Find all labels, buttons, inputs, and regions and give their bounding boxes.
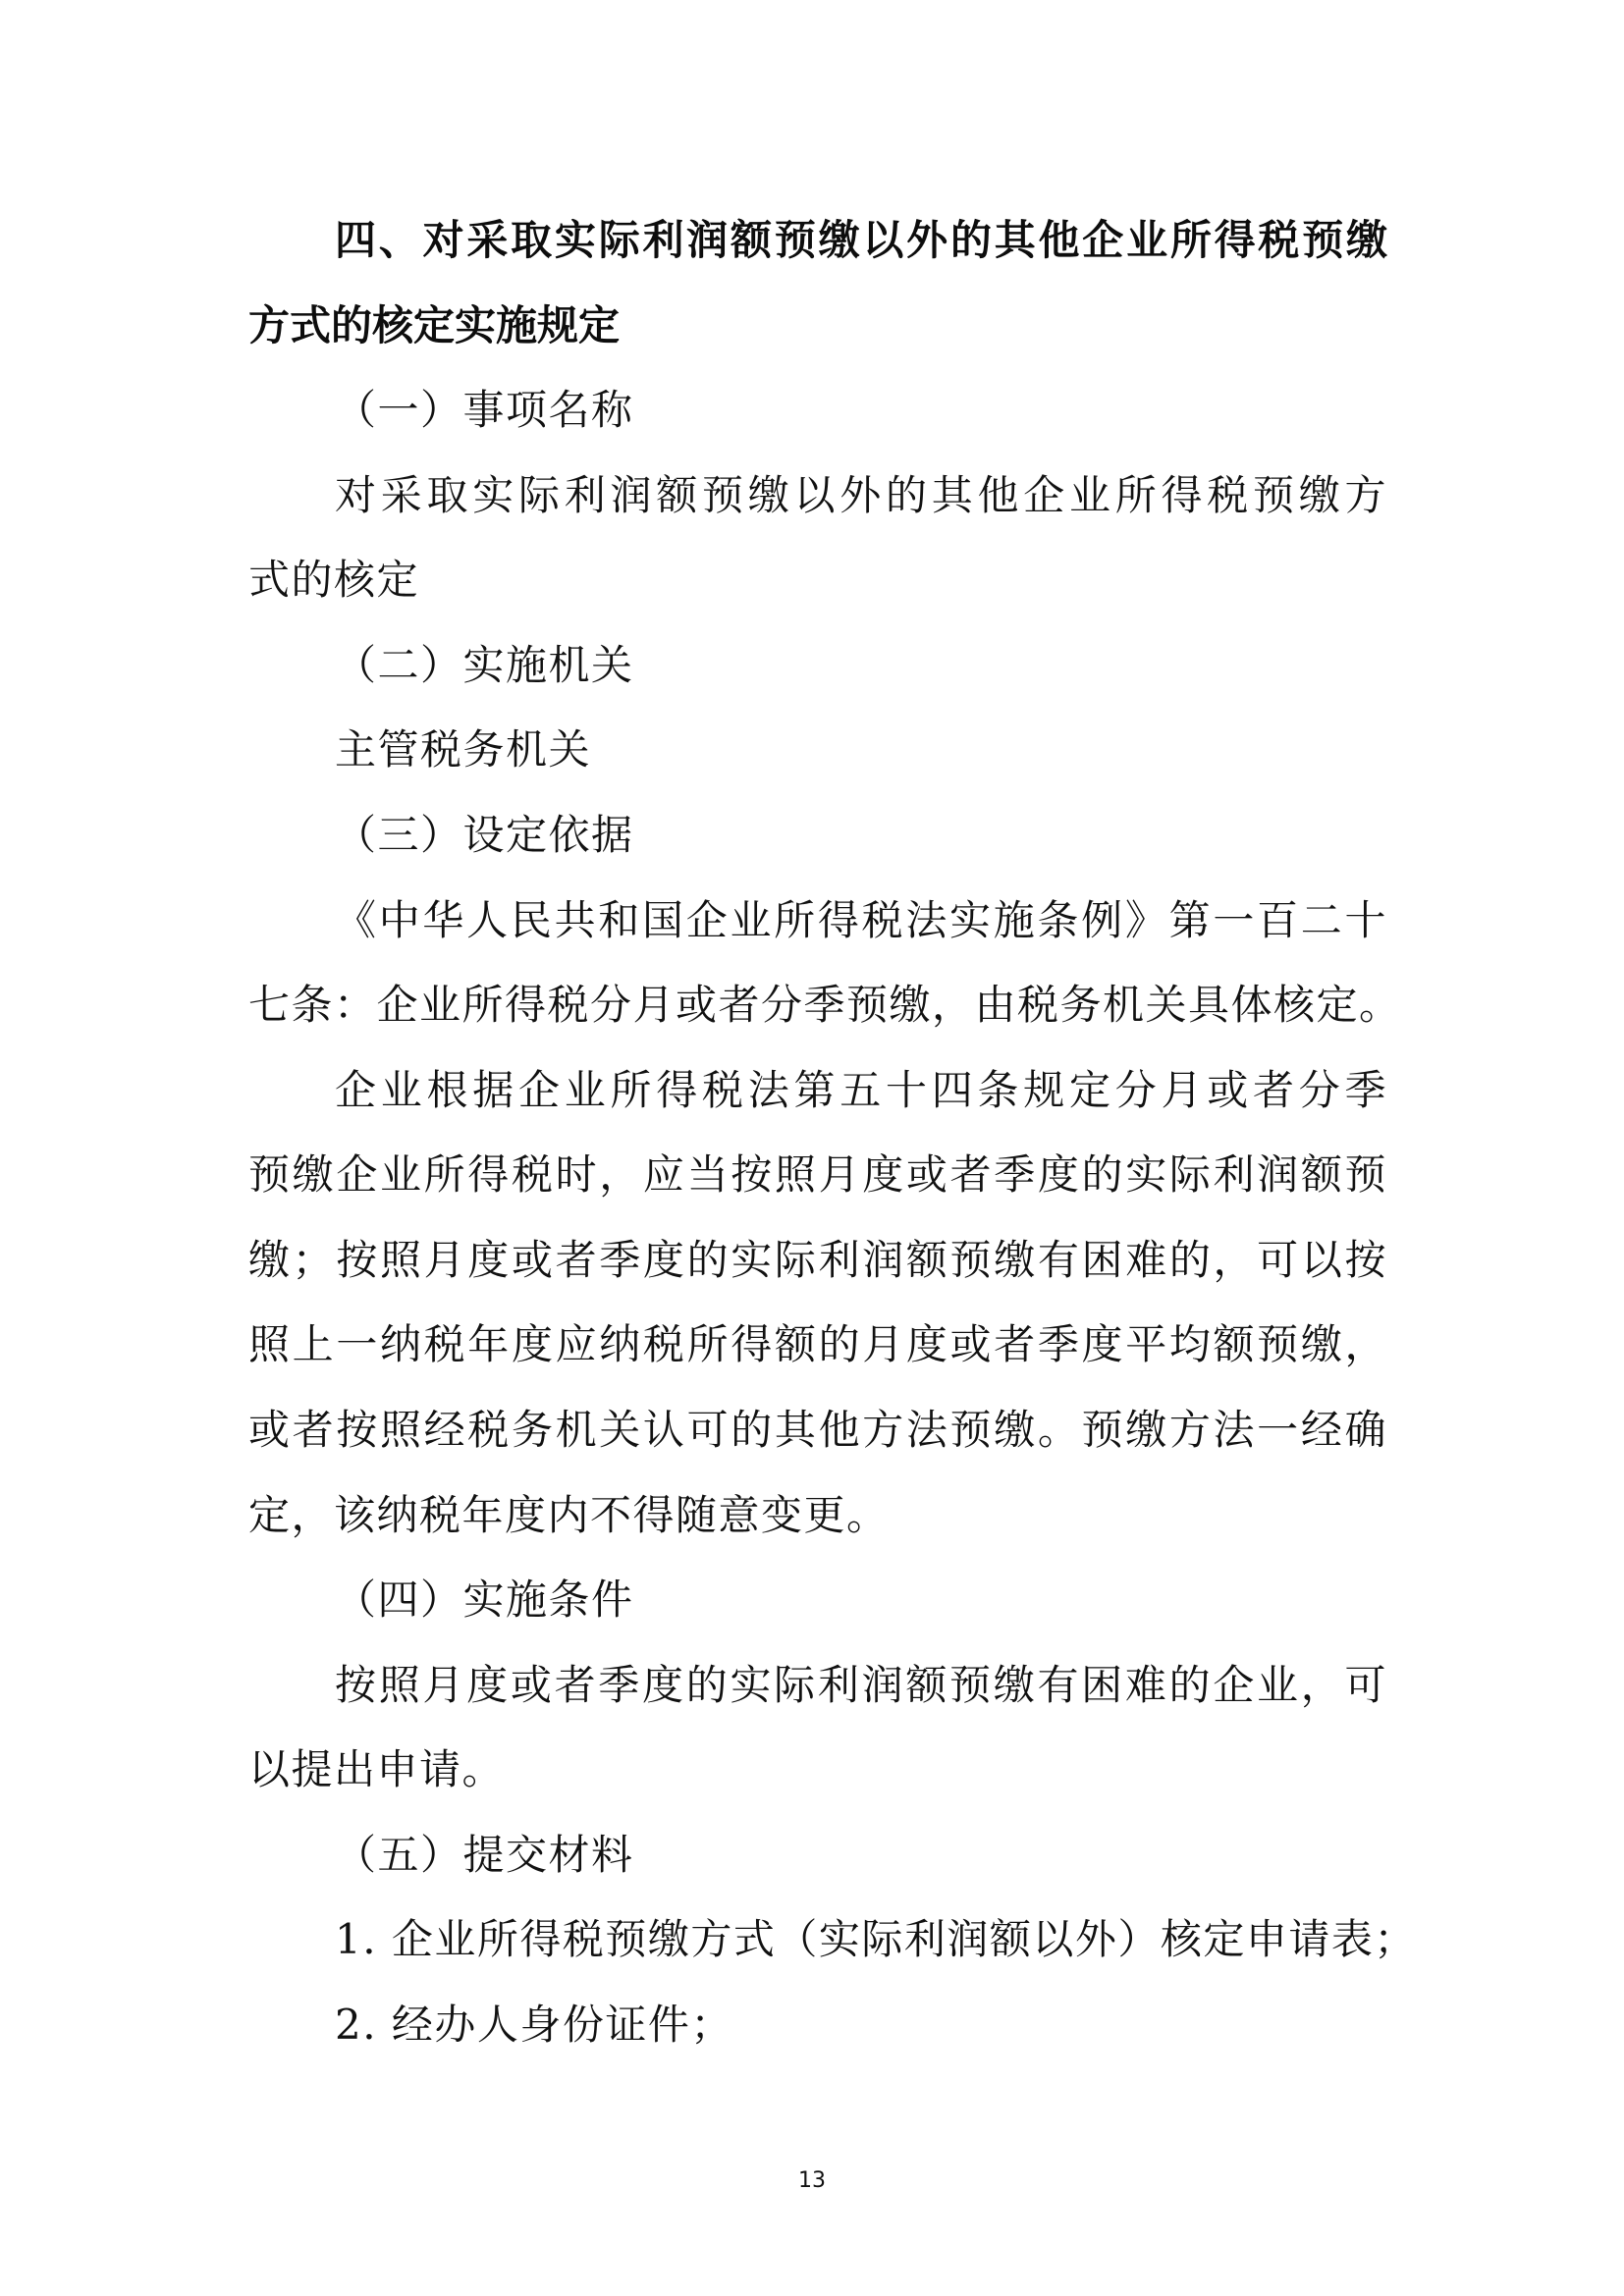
paragraph-line: 或者按照经税务机关认可的其他方法预缴。预缴方法一经确 (248, 1406, 1387, 1454)
subsection-heading-legal-basis: （三）设定依据 (335, 811, 634, 859)
subsection-heading-authority: （二）实施机关 (335, 641, 634, 689)
paragraph-line: 以提出申请。 (248, 1745, 506, 1793)
page-number: 13 (798, 2168, 826, 2193)
subsection-heading-materials: （五）提交材料 (335, 1831, 634, 1879)
paragraph-line: 照上一纳税年度应纳税所得额的月度或者季度平均额预缴， (248, 1320, 1387, 1368)
materials-list-item: 2. 经办人身份证件； (335, 2001, 733, 2049)
subsection-heading-item-name: （一）事项名称 (335, 386, 634, 434)
paragraph-line: 缴；按照月度或者季度的实际利润额预缴有困难的，可以按 (248, 1236, 1387, 1284)
subsection-heading-conditions: （四）实施条件 (335, 1575, 634, 1624)
paragraph-line: 对采取实际利润额预缴以外的其他企业所得税预缴方 (335, 471, 1387, 519)
paragraph-line: 主管税务机关 (335, 725, 592, 774)
paragraph-line: 定，该纳税年度内不得随意变更。 (248, 1491, 890, 1539)
paragraph-line: 七条：企业所得税分月或者分季预缴，由税务机关具体核定。 (248, 981, 1402, 1029)
paragraph-line: 《中华人民共和国企业所得税法实施条例》第一百二十 (335, 896, 1387, 944)
paragraph-line: 式的核定 (248, 556, 420, 604)
materials-list-item: 1. 企业所得税预缴方式（实际利润额以外）核定申请表； (335, 1915, 1417, 1963)
paragraph-line: 预缴企业所得税时，应当按照月度或者季度的实际利润额预 (248, 1150, 1387, 1199)
section-title-line-2: 方式的核定实施规定 (248, 301, 621, 349)
paragraph-line: 按照月度或者季度的实际利润额预缴有困难的企业，可 (335, 1661, 1387, 1709)
paragraph-line: 企业根据企业所得税法第五十四条规定分月或者分季 (335, 1066, 1387, 1114)
section-title-line-1: 四、对采取实际利润额预缴以外的其他企业所得税预缴 (335, 216, 1387, 264)
